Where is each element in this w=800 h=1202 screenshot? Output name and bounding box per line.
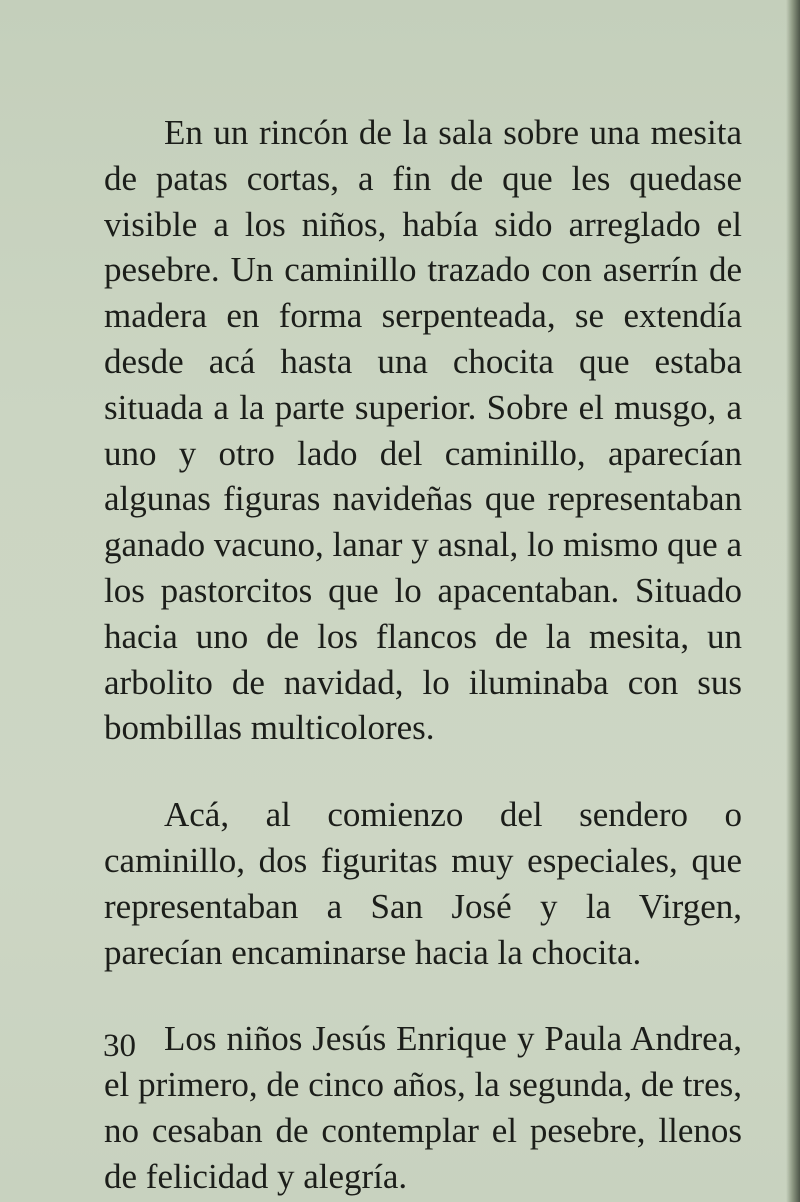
paragraph-3: Los niños Jesús Enrique y Paula Andrea, el primero, de cinco años, la segunda, de tres, no cesaban de contemplar el pesebre, llenos de felicidad y alegría. — [104, 1019, 742, 1196]
paragraph-2: Acá, al comienzo del sendero o caminillo, dos figuritas muy especiales, que representaban a San José y la Virgen, parecían encaminarse hacia la chocita. — [104, 795, 742, 972]
page-edge-shadow — [786, 0, 800, 1202]
paragraph-1: En un rincón de la sala sobre una mesita de patas cortas, a fin de que les quedase visible a los niños, había sido arreglado el pesebre. Un caminillo trazado con aserrín de madera en forma serpenteada, se extendía desde acá hasta una chocita que estaba situada a la parte superior. Sobre el musgo, a uno y otro lado del caminillo, aparecían algunas figuras navideñas que representaban ganado vacuno, lanar y asnal, lo mismo que a los pastorcitos que lo apacentaban. Situado hacia uno de los flancos de la mesita, un arbolito de navidad, lo iluminaba con sus bombillas multicolores. — [104, 113, 742, 748]
body-text — [104, 110, 742, 1200]
page-number: 30 — [103, 1028, 136, 1064]
